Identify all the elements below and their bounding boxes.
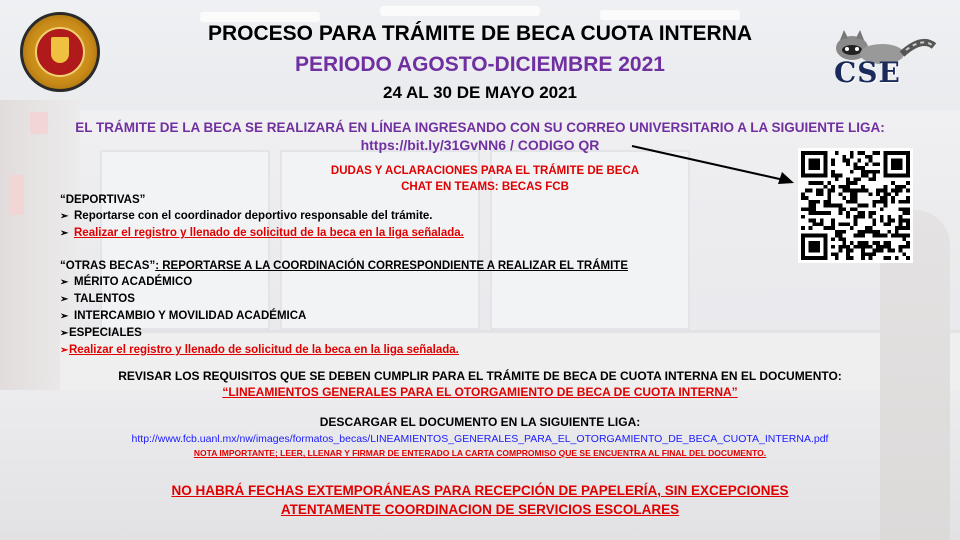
arrow-bullet-icon: ➢ [60, 345, 69, 356]
list-item: ➢ MÉRITO ACADÉMICO [60, 274, 628, 291]
no-late-dates-notice: NO HABRÁ FECHAS EXTEMPORÁNEAS PARA RECEPCIÓN DE PAPELERÍA, SIN EXCEPCIONES [171, 483, 789, 498]
list-item: ➢ESPECIALES [60, 325, 628, 342]
list-item: ➢ Reportarse con el coordinador deportivo responsable del trámite. [60, 208, 464, 225]
signature-line: ATENTAMENTE COORDINACION DE SERVICIOS ESCOLARES [280, 502, 680, 517]
registration-link[interactable]: https://bit.ly/31GvNN6 / CODIGO QR [360, 137, 600, 153]
guidelines-document-title: “LINEAMIENTOS GENERALES PARA EL OTORGAMIENTO DE BECA DE CUOTA INTERNA” [222, 385, 738, 399]
document-download-link[interactable]: http://www.fcb.uanl.mx/nw/images/formatos_becas/LINEAMIENTOS_GENERALES_PARA_EL_OTORGAMIENTO_DE_BECA_CUOTA_INTERNA.pdf [131, 433, 829, 445]
qr-code[interactable] [798, 148, 913, 263]
list-item: ➢Realizar el registro y llenado de solicitud de la beca en la liga señalada. [60, 342, 628, 359]
sports-section [60, 192, 464, 242]
doubts-line-2: CHAT EN TEAMS: BECAS FCB [401, 181, 569, 193]
doubts-line-1: DUDAS Y ACLARACIONES PARA EL TRÁMITE DE BECA [330, 165, 640, 177]
online-instructions: EL TRÁMITE DE LA BECA SE REALIZARÁ EN LÍNEA INGRESANDO CON SU CORREO UNIVERSITARIO A LA SIGUIENTE LIGA: [75, 120, 885, 135]
footer-notice [0, 481, 960, 519]
important-note: NOTA IMPORTANTE; LEER, LLENAR Y FIRMAR DE ENTERADO LA CARTA COMPROMISO QUE SE ENCUENTRA AL FINAL DEL DOCUMENTO. [193, 448, 767, 458]
sports-heading: “DEPORTIVAS” [60, 194, 146, 206]
download-label: DESCARGAR EL DOCUMENTO EN LA SIGUIENTE LIGA: [319, 415, 641, 429]
other-scholarships-section [60, 258, 628, 359]
list-item: ➢ INTERCAMBIO Y MOVILIDAD ACADÉMICA [60, 308, 628, 325]
list-item: ➢ Realizar el registro y llenado de solicitud de la beca en la liga señalada. [60, 225, 464, 242]
requirements-notice [0, 368, 960, 400]
arrow-bullet-icon: ➢ [60, 228, 69, 239]
page-title: PROCESO PARA TRÁMITE DE BECA CUOTA INTERNA [207, 22, 753, 45]
arrow-bullet-icon: ➢ [60, 277, 69, 288]
faculty-seal-logo [20, 12, 100, 92]
arrow-bullet-icon: ➢ [60, 311, 69, 322]
list-item: ➢ TALENTOS [60, 291, 628, 308]
cse-logo-text: CSE [834, 56, 901, 89]
arrow-bullet-icon: ➢ [60, 211, 69, 222]
arrow-bullet-icon: ➢ [60, 328, 69, 339]
date-range: 24 AL 30 DE MAYO 2021 [382, 83, 578, 102]
doubts-contact [310, 163, 660, 195]
period-subtitle: PERIODO AGOSTO-DICIEMBRE 2021 [295, 53, 665, 76]
arrow-bullet-icon: ➢ [60, 294, 69, 305]
other-scholarships-heading: “OTRAS BECAS”: REPORTARSE A LA COORDINACIÓN CORRESPONDIENTE A REALIZAR EL TRÁMITE [60, 260, 628, 272]
requirements-line-1: REVISAR LOS REQUISITOS QUE SE DEBEN CUMPLIR PARA EL TRÁMITE DE BECA DE CUOTA INTERNA EN EL DOCUMENTO: [118, 369, 842, 383]
